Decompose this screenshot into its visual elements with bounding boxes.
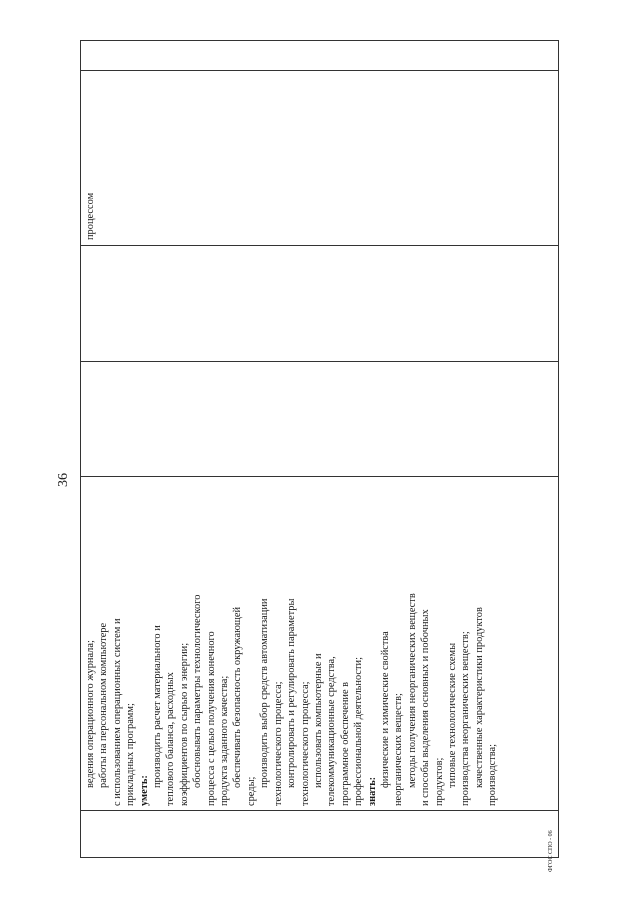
content-line: продукта заданного качества; <box>219 675 231 806</box>
rotated-table-container <box>80 40 559 858</box>
content-line: ведения операционного журнала; <box>85 640 96 788</box>
table-cell-process <box>81 71 559 246</box>
content-line: обосновывать параметры технологического <box>192 594 204 788</box>
content-line: прикладных программ; <box>125 703 137 806</box>
content-line: технологического процесса; <box>299 681 311 806</box>
content-lines <box>84 481 500 806</box>
content-line: типовые технологические схемы <box>446 642 458 788</box>
process-word: процессом <box>85 192 96 240</box>
content-line: использовать компьютерные и <box>312 653 324 788</box>
content-line: продуктов; <box>433 757 445 806</box>
content-line: и способы выделения основных и побочных <box>420 609 432 806</box>
content-line: контролировать и регулировать параметры <box>286 598 298 788</box>
table-cell-empty <box>81 246 559 362</box>
footer-code: ФГОС СПО - 06 <box>548 830 554 872</box>
content-line: производства; <box>487 743 499 806</box>
content-line: процесса с целью получения конечного <box>205 631 217 806</box>
competency-table <box>80 40 559 858</box>
content-line: профессиональной деятельности; <box>353 656 365 806</box>
content-line: технологического процесса; <box>272 681 284 806</box>
content-line: знать: <box>366 776 378 806</box>
content-line: физические и химические свойства <box>379 631 391 788</box>
table-cell-codes <box>81 41 559 71</box>
content-line: производства неорганических веществ; <box>460 631 472 806</box>
content-line: обеспечивать безопасность окружающей <box>232 606 244 788</box>
content-line: работы на персональном компьютере <box>98 622 110 788</box>
content-line: методы получения неорганических веществ <box>406 593 418 788</box>
content-line: среды; <box>245 776 257 806</box>
content-line: уметь: <box>138 775 150 806</box>
table-cell-content <box>81 477 559 811</box>
content-line: телекоммуникационные средства, <box>326 656 338 806</box>
content-line: программное обеспечение в <box>339 681 351 806</box>
content-line: с использованием операционных систем и <box>111 618 123 806</box>
content-line: неорганических веществ; <box>393 693 405 806</box>
content-line: качественные характеристики продуктов <box>473 607 485 788</box>
page-number: 36 <box>56 473 71 487</box>
content-line: производить расчет материального и <box>152 625 164 788</box>
table-cell-hours <box>81 362 559 477</box>
content-line: производить выбор средств автоматизации <box>259 598 271 788</box>
content-line: теплового баланса, расходных <box>165 672 177 806</box>
content-line: коэффициентов по сырью и энергии; <box>178 642 190 806</box>
table-row <box>81 41 559 858</box>
table-cell-index <box>81 811 559 858</box>
